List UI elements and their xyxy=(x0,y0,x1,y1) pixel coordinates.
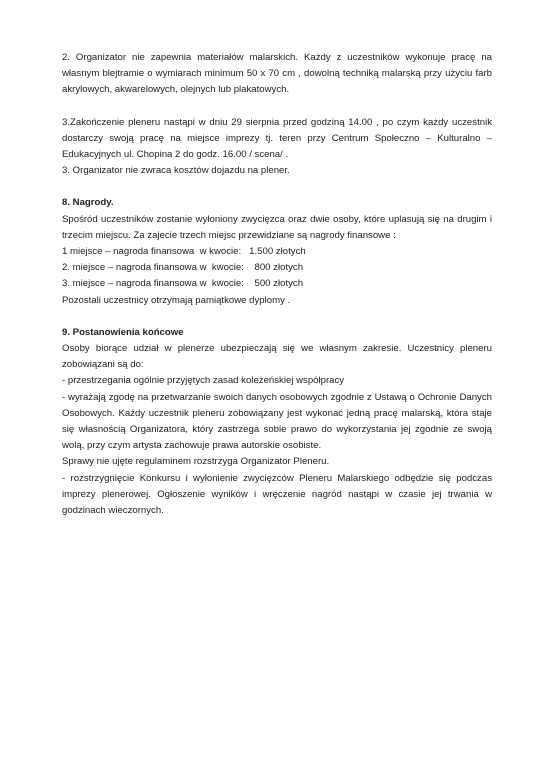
cooperation-bullet: - przestrzegania ogólnie przyjętych zasad koleżeńskiej współpracy xyxy=(62,375,345,387)
spacer xyxy=(62,179,492,195)
results-bullet: - rozstrzygnięcie Konkursu i wyłonienie zwycięzców Pleneru Malarskiego odbędzie się podczas imprezy plenerowej. Ogłoszenie wyników i wręczenie nagród nastąpi w czasie jej trwania w godzinach wieczornych. xyxy=(62,472,492,517)
data-consent-bullet: - wyrażają zgodę na przetwarzanie swoich danych osobowych zgodnie z Ustawą o Ochronie Danych Osobowych. Każdy uczestnik pleneru zobowiązany jest wykonać jedną pracę malarską, która staje się własnością Organizatora, który zastrzega sobie prawo do wykorzystania jej zgodnie ze swoją wolą, przy czym artysta zachowuje prawa autorskie osobiste. xyxy=(62,391,492,452)
organizer-decides-paragraph: Sprawy nie ujęte regulaminem rozstrzyga Organizator Pleneru. xyxy=(62,456,330,468)
materials-paragraph: 2. Organizator nie zapewnia materiałów malarskich. Każdy z uczestników wykonuje pracę na własnym blejtramie o wymiarach minimum 50 x 70 cm , dowolną techniką malarską przy użyciu farb akrylowych, akwarelowych, olejnych lub plakatowych. xyxy=(62,52,492,96)
spacer xyxy=(62,309,492,325)
prize-third-place: 3. miejsce – nagroda finansowa w kwocie: 500 złotych xyxy=(62,278,304,290)
document-body xyxy=(62,50,492,519)
travel-costs-paragraph: 3. Organizator nie zwraca kosztów dojazdu na plener. xyxy=(62,165,290,177)
final-provisions-heading: 9. Postanowienia końcowe xyxy=(62,326,184,338)
prize-first-place: 1 miejsce – nagroda finansowa w kwocie: 1.500 złotych xyxy=(62,246,306,258)
spacer xyxy=(62,99,492,115)
prizes-heading: 8. Nagrody. xyxy=(62,197,114,209)
prize-second-place: 2. miejsce – nagroda finansowa w kwocie: 800 złotych xyxy=(62,262,304,274)
prizes-intro: Spośród uczestników zostanie wyłoniony zwycięzca oraz dwie osoby, które uplasują się na drugim i trzecim miejscu. Za zajecie trzech miejsc przewidziane są nagrody finansowe : xyxy=(62,213,492,241)
prizes-outro: Pozostali uczestnicy otrzymają pamiątkowe dyplomy . xyxy=(62,294,291,306)
plein-air-end-paragraph: 3.Zakończenie pleneru nastąpi w dniu 29 sierpnia przed godziną 14.00 , po czym każdy uczestnik dostarczy swoją pracę na miejsce imprezy tj. teren przy Centrum Społeczno – Kulturalno – Edukacyjnych ul. Chopina 2 do godz. 16.00 / scena/ . xyxy=(62,116,492,161)
insurance-paragraph: Osoby biorące udział w plenerze ubezpieczają się we własnym zakresie. Uczestnicy pleneru zobowiązani są do: xyxy=(62,343,492,371)
